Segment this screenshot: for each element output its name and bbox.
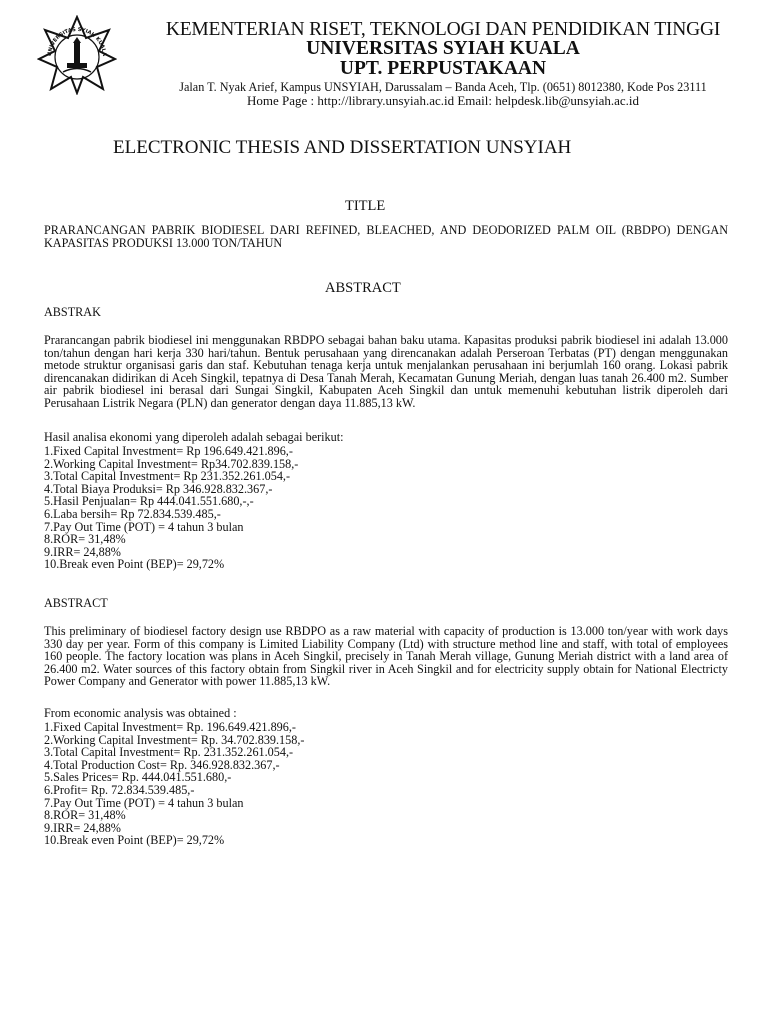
list-item: 2.Working Capital Investment= Rp34.702.839.158,- xyxy=(44,456,299,471)
list-item: 7.Pay Out Time (POT) = 4 tahun 3 bulan xyxy=(44,519,244,534)
list-item: 4.Total Production Cost= Rp. 346.928.832.367,- xyxy=(44,757,280,772)
abstrak-label: ABSTRAK xyxy=(44,305,101,319)
list-item: 3.Total Capital Investment= Rp 231.352.261.054,- xyxy=(44,469,291,484)
letterhead-homepage: Home Page : http://library.unsyiah.ac.id Email: helpdesk.lib@unsyiah.ac.id xyxy=(246,93,640,108)
document-heading: ELECTRONIC THESIS AND DISSERTATION UNSYIAH xyxy=(113,137,572,158)
university-name: UNIVERSITAS SYIAH KUALA xyxy=(306,38,580,59)
seal-text: UNIVERSITAS SYIAH KUALA xyxy=(46,26,108,57)
title-section-label: TITLE xyxy=(345,198,386,214)
ministry-name: KEMENTERIAN RISET, TEKNOLOGI DAN PENDIDIKAN TINGGI xyxy=(165,19,721,40)
list-item: 2.Working Capital Investment= Rp. 34.702.839.158,- xyxy=(44,732,305,747)
abstract-en-list-intro: From economic analysis was obtained : xyxy=(44,706,237,720)
list-item: 1.Fixed Capital Investment= Rp 196.649.421.896,- xyxy=(44,444,293,458)
thesis-title: PRARANCANGAN PABRIK BIODIESEL DARI REFINED, BLEACHED, AND DEODORIZED PALM OIL (RBDPO) DENGAN KAPASITAS PRODUKSI 13.000 TON/TAHUN xyxy=(44,223,728,250)
abstrak-paragraph: Prarancangan pabrik biodiesel ini menggunakan RBDPO sebagai bahan baku utama. Kapasitas produksi pabrik biodiesel ini adalah 13.000 ton/tahun dengan hari kerja 330 hari/tahun. Bentuk perusahaan yang direncanakan adalah Perseroan Terbatas (PT) dengan menggunakan metode struktur organisasi garis dan staf. Kebutuhan tenaga kerja untuk menjalankan perusahaan ini berjumlah 160 orang. Lokasi pabrik direncanakan didirikan di Aceh Singkil, tepatnya di Desa Tanah Merah, Kecamatan Gunung Meriah, dengan luas tanah 26.400 m2. Sumber air pabrik biodiesel ini berasal dari Sungai Singkil, Kabupaten Aceh Singkil dan untuk memenuhi kebutuhan listrik diperoleh dari Perusahaan Listrik Negara (PLN) dan generator dengan daya 11.885,13 kW. xyxy=(44,333,728,410)
list-item: 6.Profit= Rp. 72.834.539.485,- xyxy=(44,782,195,797)
list-item: 7.Pay Out Time (POT) = 4 tahun 3 bulan xyxy=(44,795,244,810)
abstract-en-label: ABSTRACT xyxy=(44,596,108,610)
list-item: 6.Laba bersih= Rp 72.834.539.485,- xyxy=(44,506,221,521)
abstract-section-label: ABSTRACT xyxy=(325,280,401,296)
library-unit-name: UPT. PERPUSTAKAAN xyxy=(339,58,547,79)
letterhead-address: Jalan T. Nyak Arief, Kampus UNSYIAH, Darussalam – Banda Aceh, Tlp. (0651) 8012380, Kode Pos 23111 xyxy=(179,80,707,94)
list-item: 4.Total Biaya Produksi= Rp 346.928.832.367,- xyxy=(44,481,273,496)
list-item: 10.Break even Point (BEP)= 29,72% xyxy=(44,833,225,848)
abstrak-list-intro: Hasil analisa ekonomi yang diperoleh adalah sebagai berikut: xyxy=(44,430,344,444)
list-item: 10.Break even Point (BEP)= 29,72% xyxy=(44,557,225,572)
university-seal-logo xyxy=(37,15,117,95)
list-item: 8.ROR= 31,48% xyxy=(44,532,126,547)
list-item: 9.IRR= 24,88% xyxy=(44,544,121,559)
list-item: 8.ROR= 31,48% xyxy=(44,808,126,823)
list-item: 9.IRR= 24,88% xyxy=(44,820,121,835)
list-item: 5.Sales Prices= Rp. 444.041.551.680,- xyxy=(44,770,232,785)
list-item: 3.Total Capital Investment= Rp. 231.352.261.054,- xyxy=(44,745,294,760)
abstract-en-paragraph: This preliminary of biodiesel factory design use RBDPO as a raw material with capacity of production is 13.000 ton/year with work days 330 day per year. Form of this company is Limited Liability Company (Ltd) with structure method line and staff, with total of employees 160 people. The factory location was plans in Aceh Singkil, precisely in Tanah Merah village, Gunung Meriah district with a land area of 26.400 m2. Water sources of this factory obtain from Singkil river in Aceh Singkil and for electricity supply obtain for National Electricty Power Company and Generator with power 11.885,13 kW. xyxy=(44,624,728,689)
list-item: 5.Hasil Penjualan= Rp 444.041.551.680,-,- xyxy=(44,494,254,509)
abstract-en-economic-list xyxy=(44,721,728,847)
list-item: 1.Fixed Capital Investment= Rp. 196.649.421.896,- xyxy=(44,720,296,734)
abstrak-economic-list xyxy=(44,445,728,571)
